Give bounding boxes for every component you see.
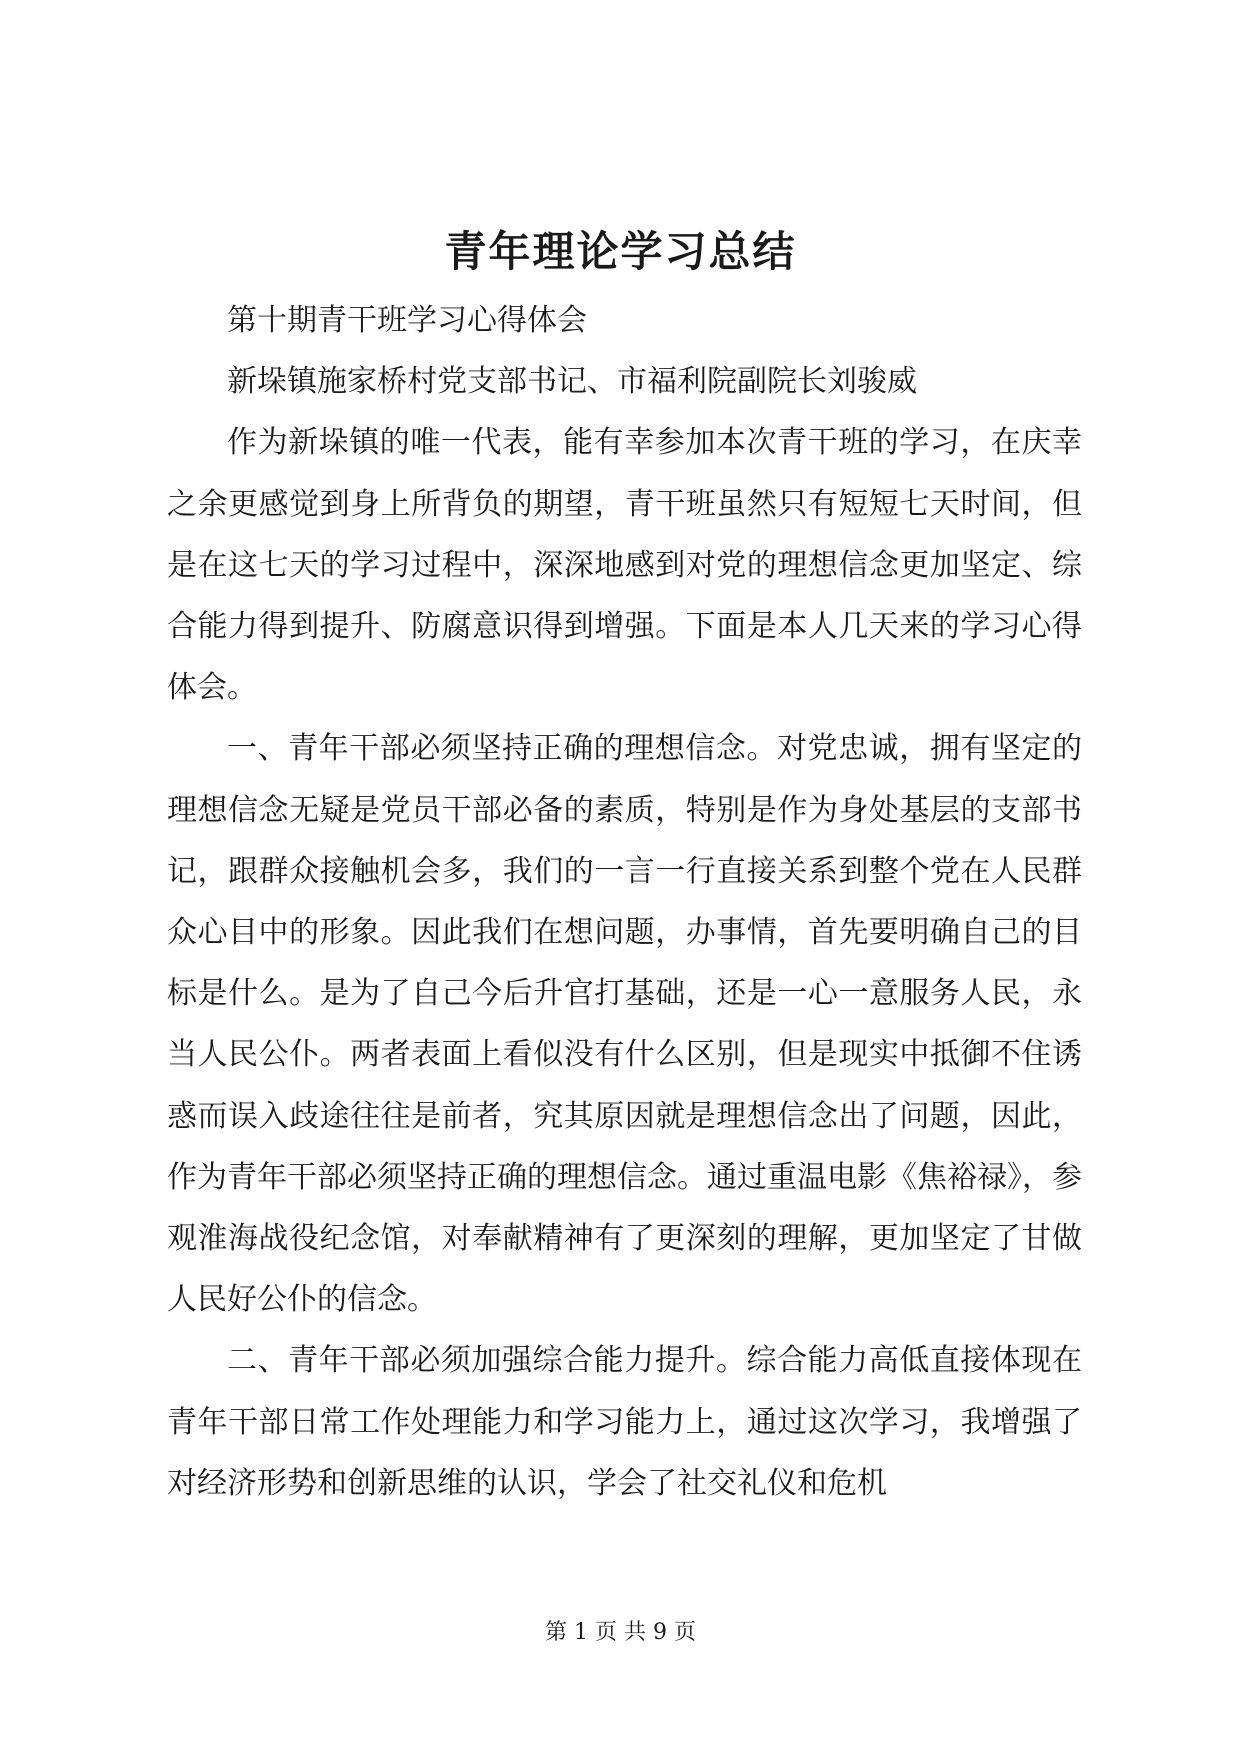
page-footer: 第 1 页 共 9 页 — [545, 1620, 696, 1645]
intro-paragraph: 作为新垛镇的唯一代表，能有幸参加本次青干班的学习，在庆幸之余更感觉到身上所背负的期望，青干班虽然只有短短七天时间，但是在这七天的学习过程中，深深地感到对党的理想信念更加坚定、综合能力得到提升、防腐意识得到增强。下面是本人几天来的学习心得体会。 — [167, 425, 1082, 706]
subtitle-paragraph: 第十期青干班学习心得体会 — [227, 303, 587, 338]
section-one-paragraph: 一、青年干部必须坚持正确的理想信念。对党忠诚，拥有坚定的理想信念无疑是党员干部必备的素质，特别是作为身处基层的支部书记，跟群众接触机会多，我们的一言一行直接关系到整个党在人民群众心目中的形象。因此我们在想问题，办事情，首先要明确自己的目标是什么。是为了自己今后升官打基础，还是一心一意服务人民，永当人民公仆。两者表面上看似没有什么区别，但是现实中抵御不住诱惑而误入歧途往往是前者，究其原因就是理想信念出了问题，因此，作为青年干部必须坚持正确的理想信念。通过重温电影《焦裕禄》，参观淮海战役纪念馆，对奉献精神有了更深刻的理解，更加坚定了甘做人民好公仆的信念。 — [167, 731, 1082, 1318]
document-title: 青年理论学习总结 — [444, 227, 797, 276]
document-body — [167, 290, 1082, 1514]
author-paragraph: 新垛镇施家桥村党支部书记、市福利院副院长刘骏威 — [227, 364, 917, 400]
section-two-paragraph: 二、青年干部必须加强综合能力提升。综合能力高低直接体现在青年干部日常工作处理能力和学习能力上，通过这次学习，我增强了对经济形势和创新思维的认识，学会了社交礼仪和危机 — [167, 1343, 1082, 1501]
